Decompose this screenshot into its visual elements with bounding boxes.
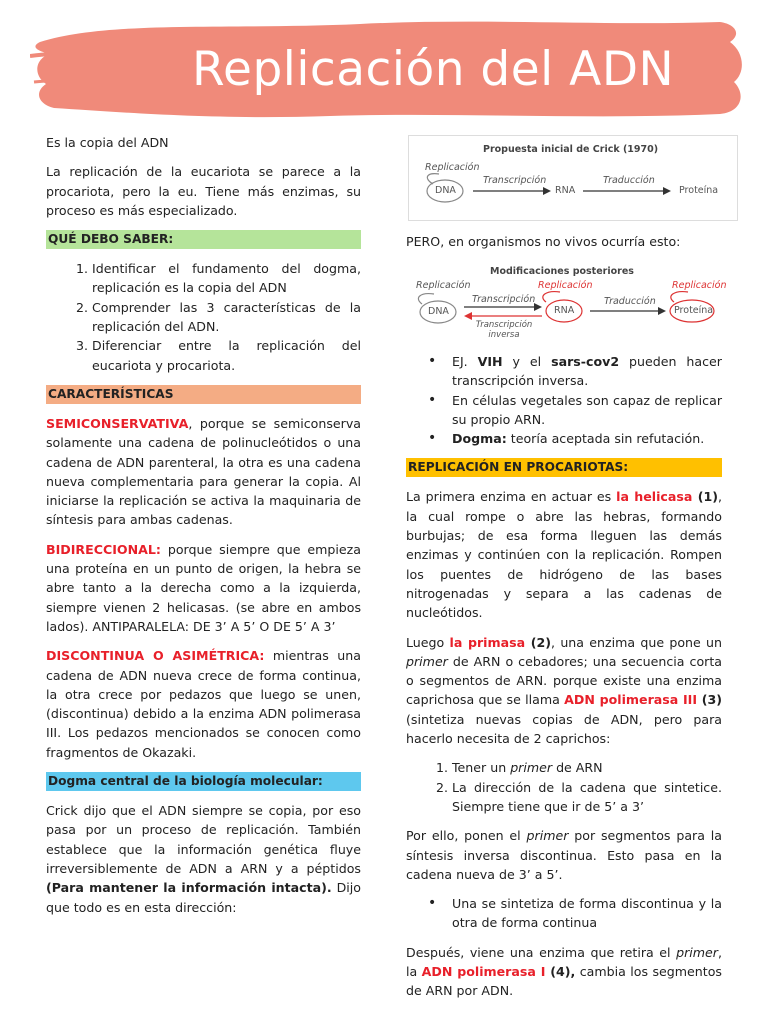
semiconservativa-text: , porque se semiconserva solamente una cadena de polinucleótidos o una cadena de ADN parenteral, la otra es una cadena nueva complementaria para generar la copia. Al iniciarse la replicación se activa la maquinaria de síntesis para ambas cadenas. [46,415,361,528]
section-header-procariotas: REPLICACIÓN EN PROCARIOTAS: [406,458,722,477]
label-replicacion-rna: Replicación [538,280,593,291]
left-column [46,133,361,917]
p3-a: Por ello, ponen el [406,828,527,844]
b1-c: pueden hacer transcripción inversa. [452,354,722,389]
paragraph-bidireccional [46,540,361,636]
label-dna: DNA [428,306,449,317]
p4-it: primer [676,944,718,960]
term-helicasa: la helicasa [616,489,693,505]
list-item [452,352,722,391]
label-dna: DNA [435,185,456,196]
label-proteina: Proteína [674,305,714,316]
list-item [452,429,722,448]
p2-num2: (3) [697,692,722,708]
section-header-caracteristicas: CARACTERÍSTICAS [46,385,361,404]
b3-bold: Dogma: [452,431,507,447]
p1-b: , la cual rompe o abre las hebras, formando burbujas; de esa forma lleguen las demás enzimas y continúen con la replicación. Rompen los puentes de hidrógeno de las bases nitrogenadas y separa a las cadenas de nucleótidos. [406,489,722,621]
p1-a: La primera enzima en actuar es [406,489,617,505]
caprichos-list [406,758,722,816]
discontinua-text: mientras una cadena de ADN nueva crece de forma continua, la otra crece por pedazos que luego se unen, (discontinua) debido a la enzima ADN polimerasa III. Los pedazos mencionados se conocen como fragmentos de Okazaki. [46,648,361,760]
bullet-list-examples [406,352,722,448]
right-column [406,352,722,1001]
ol1-b: de ARN [552,760,603,776]
intro-paragraph: La replicación de la eucariota se parece a la procariota, pero la eu. Tiene más enzimas, su proceso es más especializado. [46,164,361,218]
dogma-text: Crick dijo que el ADN siempre se copia, por eso pasa por un proceso de replicación. También establece que la información genética fluye irreversiblemente de ADN a ARN y a péptidos [46,803,361,876]
p3-it: primer [526,828,569,844]
section-header-dogma: Dogma central de la biología molecular: [46,772,361,791]
list-item: 3. Diferenciar entre la replicación del eucariota y procariota. [92,336,361,375]
p2-it: primer [406,653,448,669]
intro-line: Es la copia del ADN [46,135,169,150]
list-item [452,758,722,777]
label-replicacion-proteina: Replicación [672,280,727,291]
figure-arrows [409,136,739,222]
bidireccional-text: porque siempre que empieza una proteína en un punto de origen, la hebra se abre tanto a la derecha como a la izquierda, siempre vienen 2 helicasas. (se abre en ambos lados). ANTIPARALELA: DE 3’ A 5’ O DE 5’ A 3’ [46,541,361,634]
label-rna: RNA [554,305,575,316]
paragraph-polimerasa-i [406,943,722,1001]
pero-line: PERO, en organismos no vivos ocurría esto: [406,234,681,249]
p4-b: , la [406,944,722,980]
p1-num: (1) [692,489,718,505]
ol1-a: Tener un [452,760,511,776]
label-rna: RNA [555,185,576,196]
p2-a: Luego [406,634,450,650]
list-item: • En células vegetales son capaz de replicar su propio ARN. [452,391,722,430]
term-adn-polimerasa-iii: ADN polimerasa III [564,692,698,708]
p3-b: por segmentos para la síntesis inversa discontinua. Esto pasa en la cadena nueva de 3’ a 5’. [406,828,722,882]
term-discontinua: DISCONTINUA O ASIMÉTRICA: [46,648,265,664]
figure-crick-proposal [408,135,738,221]
p2-d: (sintetiza nuevas copias de ADN, pero para hacerlo necesita de 2 caprichos: [406,711,722,747]
label-transcripcion: Transcripción [483,175,547,186]
b1-sars: sars-cov2 [551,354,620,369]
label-transcripcion: Transcripción [472,294,536,305]
paragraph-helicasa [406,487,722,622]
label-replicacion: Replicación [425,162,480,173]
label-traduccion: Traducción [604,296,656,307]
p4-c: cambia los segmentos de ARN por ADN. [406,964,722,999]
objectives-list [46,259,361,375]
section-header-que-debo-saber: QUÉ DEBO SABER: [46,230,361,249]
figure-title: Modificaciones posteriores [490,266,634,277]
figure-title: Propuesta inicial de Crick (1970) [483,144,659,155]
p2-num: (2) [525,634,552,650]
list-item: • Una se sintetiza de forma discontinua y la otra de forma continua [452,894,722,933]
paragraph-semiconservativa [46,414,361,530]
term-semiconservativa: SEMICONSERVATIVA [46,415,189,431]
p4-num: (4), [545,964,576,980]
label-replicacion: Replicación [416,280,471,291]
b1-b: y el [502,354,552,369]
list-item: 2. Comprender las 3 características de la replicación del ADN. [92,298,361,337]
p2-b: , una enzima que pone un [551,634,722,650]
list-item: 1. Identificar el fundamento del dogma, replicación es la copia del ADN [92,259,361,298]
b1-a: EJ. [452,354,478,369]
p2-c: de ARN o cebadores; una secuencia corta o segmentos de ARN. porque existe una enzima caprichosa que se llama [406,653,722,708]
ol1-it: primer [510,760,553,776]
label-traduccion: Traducción [603,175,655,186]
bullet-list-synthesis [406,894,722,933]
label-transcripcion-inversa: Transcripción inversa [475,320,533,340]
page-title: Replicación del ADN [192,42,675,97]
paragraph-discontinua [46,646,361,762]
dogma-end: Dijo que todo es en esta dirección: [46,880,362,915]
label-proteina: Proteína [679,185,719,196]
b1-vih: VIH [477,354,503,369]
p4-a: Después, viene una enzima que retira el [406,944,677,960]
paragraph-dogma [46,801,361,917]
paragraph-primer [406,826,722,884]
list-item: 2. La dirección de la cadena que sintetice. Siempre tiene que ir de 5’ a 3’ [452,778,722,817]
paragraph-primasa [406,633,722,749]
title-banner [30,12,748,122]
b3-text: teoría aceptada sin refutación. [506,431,705,447]
figure-modifications [408,258,738,344]
term-primasa: la primasa [449,634,526,650]
term-adn-polimerasa-i: ADN polimerasa I [421,964,546,980]
figure-arrows [408,258,738,344]
term-bidireccional: BIDIRECCIONAL: [46,541,161,557]
dogma-bold: (Para mantener la información intacta). [46,880,332,896]
